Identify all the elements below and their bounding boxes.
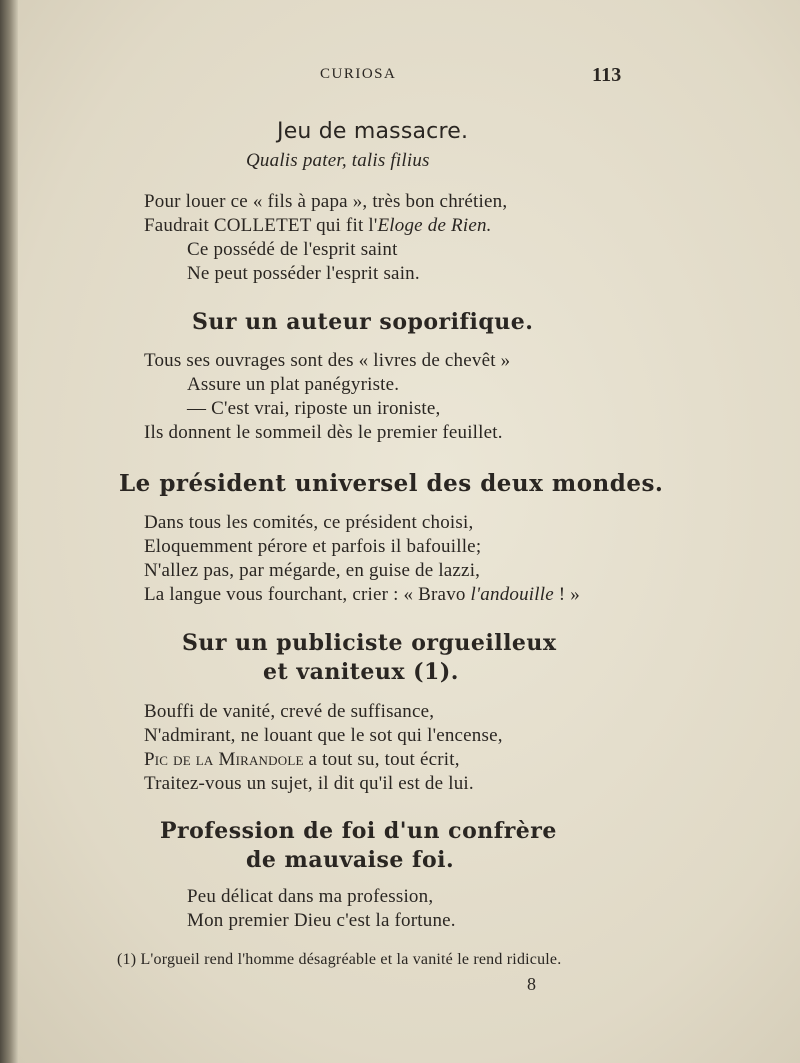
poem4-line-4: Traitez-vous un sujet, il dit qu'il est de lui. xyxy=(144,773,474,794)
poem4-line-3 xyxy=(144,749,460,771)
poem1-subtitle: Qualis pater, talis filius xyxy=(246,150,430,171)
poem3-line-1: Dans tous les comités, ce président choisi, xyxy=(144,512,474,533)
poem4-line-2: N'admirant, ne louant que le sot qui l'encense, xyxy=(144,725,503,746)
poem3-line-2: Eloquemment pérore et parfois il bafouille; xyxy=(144,536,482,557)
poem2-line-1: Tous ses ouvrages sont des « livres de chevêt » xyxy=(144,350,511,371)
poem3-line-4 xyxy=(144,584,580,606)
poem2-title: Sur un auteur soporifique. xyxy=(192,309,534,335)
poem1-line-4: Ne peut posséder l'esprit sain. xyxy=(187,263,420,284)
poem5-title-line-1: Profession de foi d'un confrère xyxy=(160,818,557,844)
poem1-line-2 xyxy=(144,215,492,237)
poem3-line-4-italic: l'andouille xyxy=(470,584,554,605)
poem5-line-2: Mon premier Dieu c'est la fortune. xyxy=(187,910,456,931)
poem4-title-line-1: Sur un publiciste orgueilleux xyxy=(182,630,557,656)
page-number: 113 xyxy=(592,64,622,86)
poem4-line-1: Bouffi de vanité, crevé de suffisance, xyxy=(144,701,435,722)
poem2-line-4: Ils donnent le sommeil dès le premier feuillet. xyxy=(144,422,503,443)
footnote: (1) L'orgueil rend l'homme désagréable et la vanité le rend ridicule. xyxy=(117,951,562,968)
poem3-title: Le président universel des deux mondes. xyxy=(119,470,664,497)
poem2-line-3: — C'est vrai, riposte un ironiste, xyxy=(187,398,441,419)
poem3-line-4-end: ! » xyxy=(553,584,580,605)
poem4-title-line-2: et vaniteux (1). xyxy=(263,659,459,685)
signature-mark: 8 xyxy=(527,974,537,994)
book-spine-shadow xyxy=(0,0,18,1063)
poem1-title: Jeu de massacre. xyxy=(277,119,469,144)
poem3-line-3: N'allez pas, par mégarde, en guise de lazzi, xyxy=(144,560,481,581)
poem5-line-1: Peu délicat dans ma profession, xyxy=(187,886,434,907)
poem1-line-2-text: Faudrait COLLETET qui fit l' xyxy=(144,215,378,236)
poem5-title-line-2: de mauvaise foi. xyxy=(246,847,455,873)
poem1-line-3: Ce possédé de l'esprit saint xyxy=(187,239,398,260)
poem1-line-1: Pour louer ce « fils à papa », très bon chrétien, xyxy=(144,191,508,212)
poem2-line-2: Assure un plat panégyriste. xyxy=(187,374,400,395)
poem3-line-4-text: La langue vous fourchant, crier : « Bravo xyxy=(144,584,471,605)
poem4-line-3-text: a tout su, tout écrit, xyxy=(303,749,460,770)
running-title: CURIOSA xyxy=(320,66,397,82)
poem1-line-2-italic: Eloge de Rien. xyxy=(377,215,492,236)
poem4-line-3-name: Pic de la Mirandole xyxy=(144,749,304,770)
